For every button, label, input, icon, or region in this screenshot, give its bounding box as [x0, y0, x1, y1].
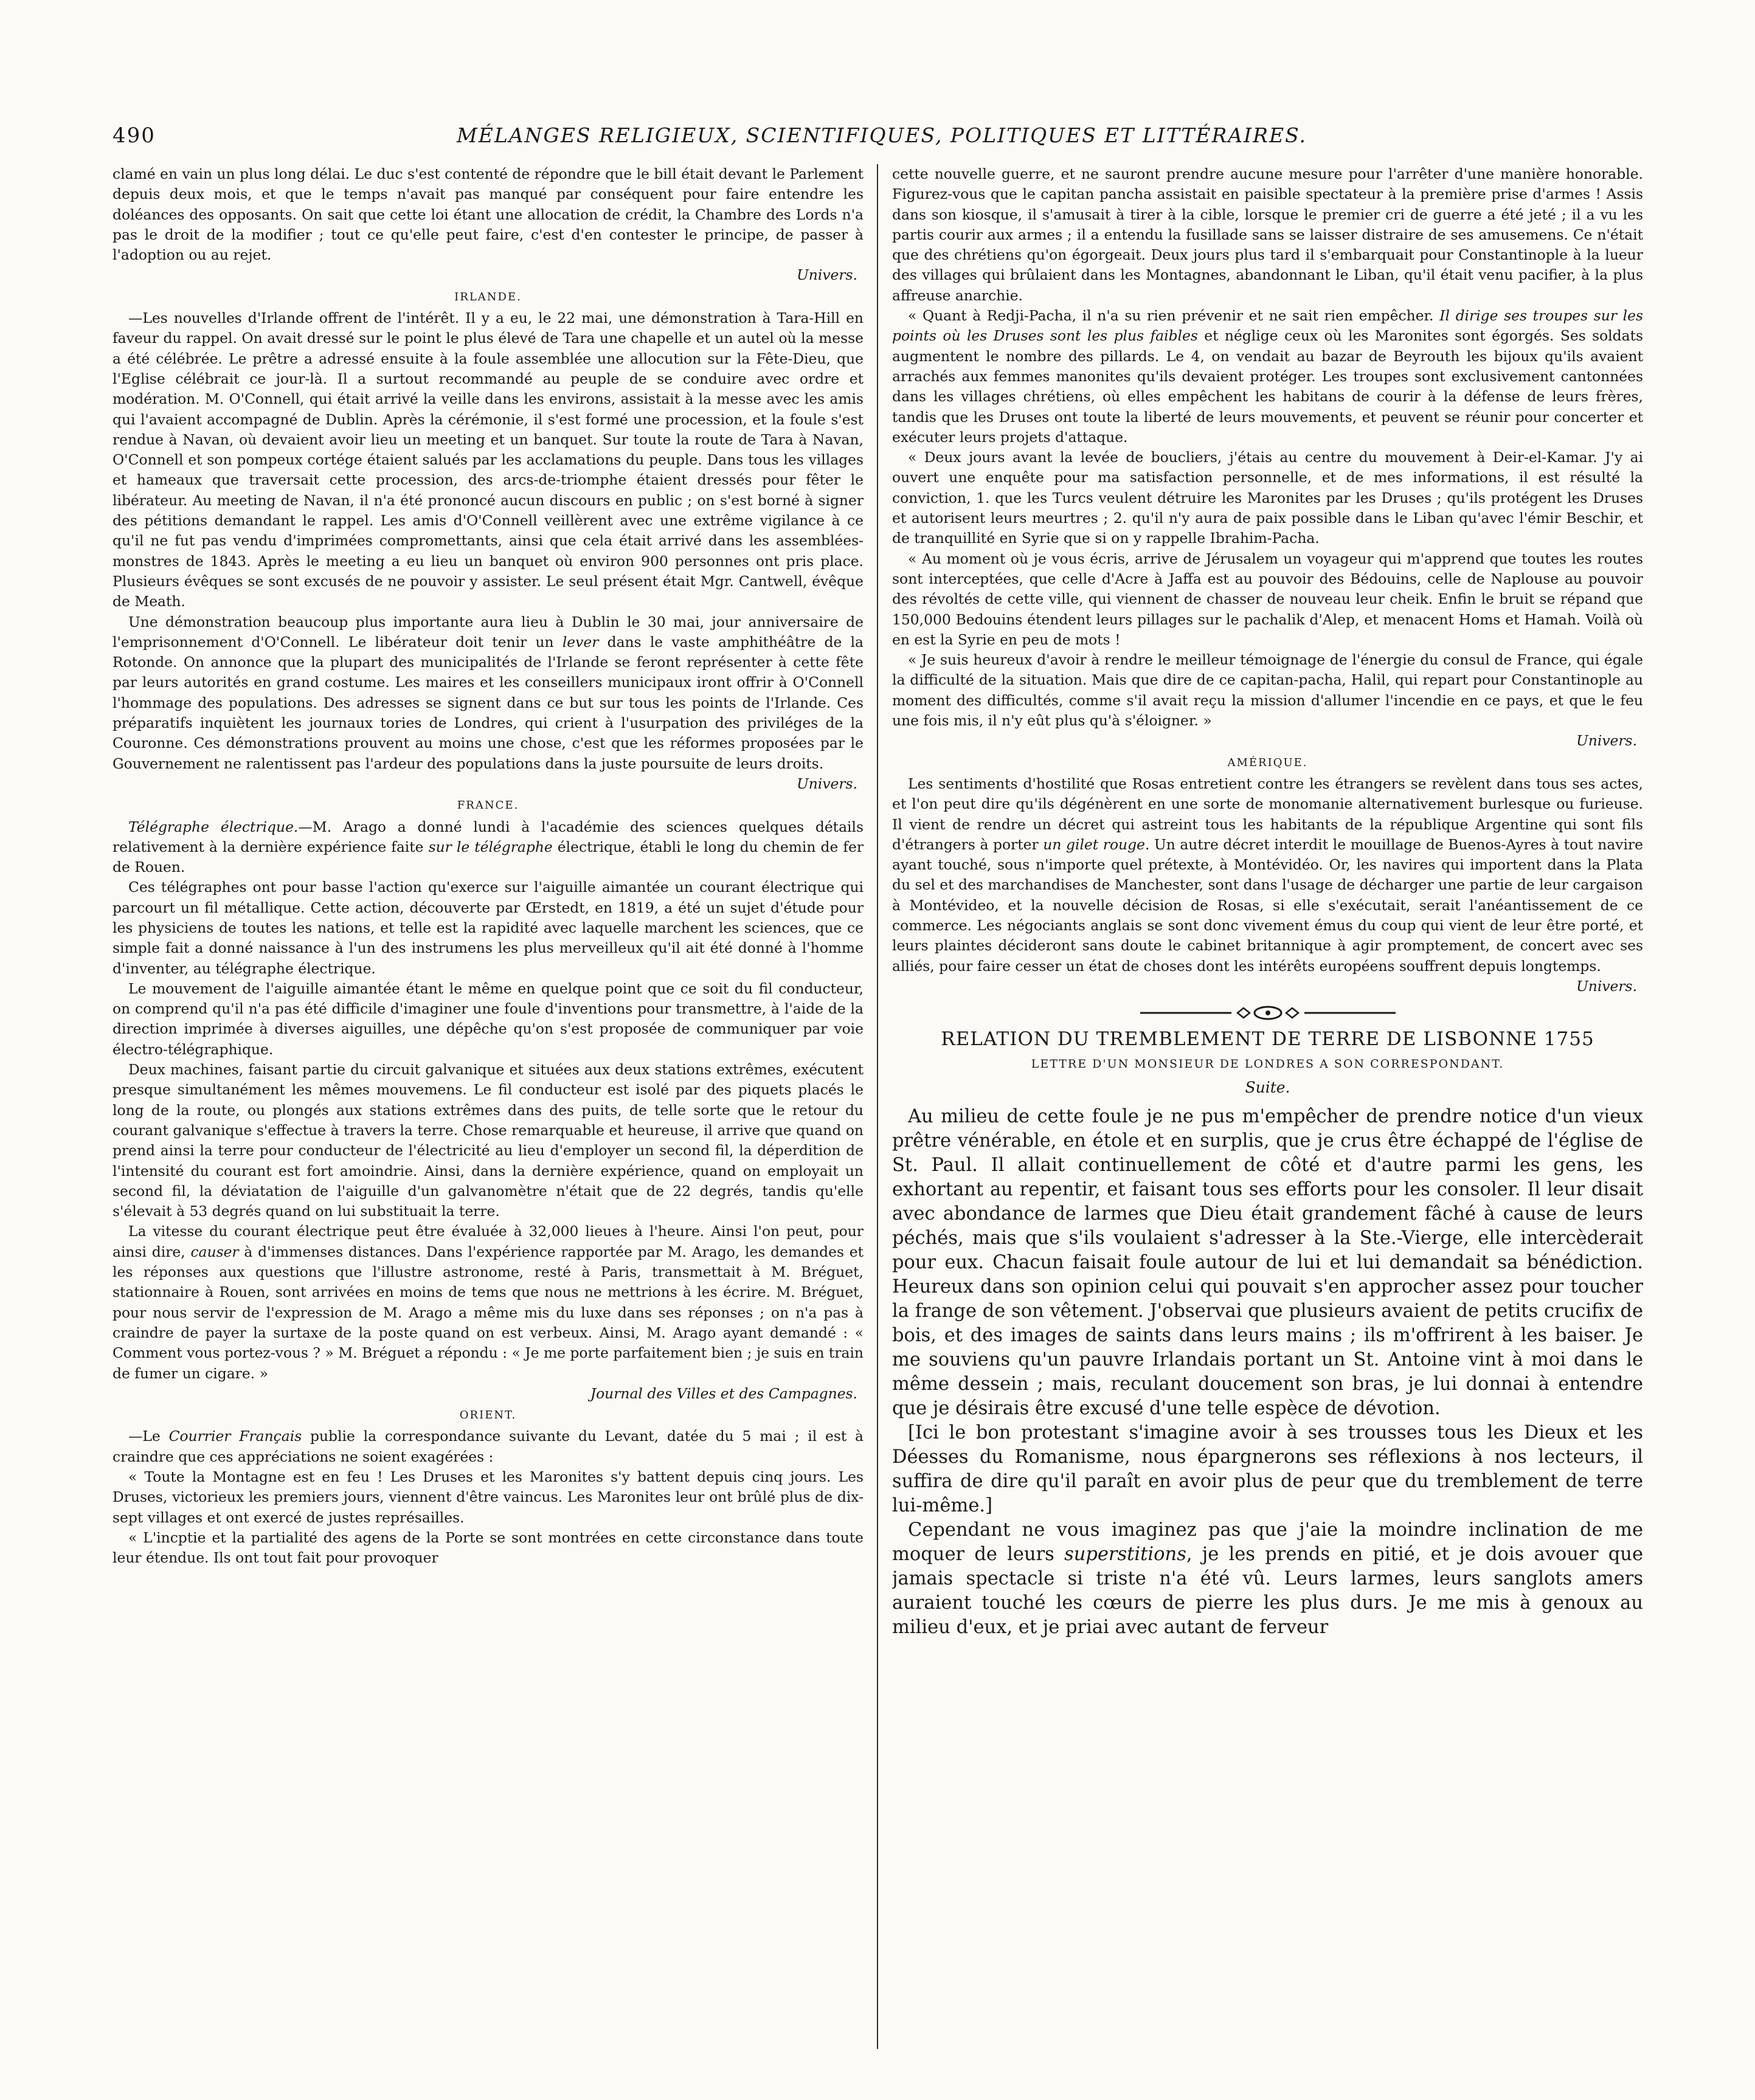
source-credit: Univers.: [797, 775, 857, 792]
ornament-icon: [1140, 1005, 1396, 1021]
left-column: [112, 164, 864, 2049]
article-body: [892, 1105, 1643, 1640]
section-heading-amerique: AMÉRIQUE.: [1227, 756, 1308, 769]
paragraph: Cependant ne vous imaginez pas que j'aie la moindre inclination de me moquer de leurs superstitions, je les prends en pitié, et je dois avouer que jamais spectacle si triste n'a été vû. Leurs larmes, leurs sanglots amers auraient touché les cœurs de pierre les plus durs. Je me mis à genoux au milieu d'eux, et je priai avec autant de ferveur: [892, 1519, 1643, 1639]
paragraph: « L'incptie et la partialité des agens de la Porte se sont montrées en cette circonstance dans toute leur étendue. Ils ont tout fait pour provoquer: [112, 1528, 864, 1567]
article-title: RELATION DU TREMBLEMENT DE TERRE DE LISBONNE 1755: [941, 1028, 1594, 1051]
right-column: [892, 164, 1643, 2049]
paragraph: Les sentiments d'hostilité que Rosas entretient contre les étrangers se revèlent dans tous ses actes, et l'on peut dire qu'ils dégénèrent en une sorte de monomanie alternativement burlesque ou furieuse. Il vient de rendre un décret qui astreint tous les habitants de la république Argentine qui sont fils d'étrangers à porter un gilet rouge. Un autre décret interdit le mouillage de Buenos-Ayres à tout navire ayant touché, sous n'importe quel prétexte, à Montévidéo. Or, les navires qui importent dans la Plata du sel et des marchandises de Manchester, sont dans l'usage de décharger une partie de leur cargaison à Montévideo, et la nouvelle décision de Rosas, si elle s'exécutait, serait l'anéantissement de ce commerce. Les négociants anglais se sont donc vivement émus du coup qui vient de leur être porté, et leurs plaintes décideront sans doute le cabinet britannique à agir promptement, de concert avec ses alliés, pour faire cesser un état de choses dont les intérêts européens souffrent depuis longtemps.: [892, 775, 1643, 975]
paragraph: « Toute la Montagne est en feu ! Les Druses et les Maronites s'y battent depuis cinq jours. Les Druses, victorieux les premiers jours, viennent d'être vaincus. Les Maronites leur ont brûlé plus de dix-sept villages et ont exercé de justes représailles.: [112, 1468, 864, 1526]
source-credit: Univers.: [1576, 977, 1637, 995]
running-head: [112, 119, 1651, 150]
article-continued: Suite.: [1245, 1078, 1290, 1096]
source-credit: Univers.: [797, 266, 857, 284]
paragraph: [Ici le bon protestant s'imagine avoir à ses trousses tous les Dieux et les Déesses du Romanisme, nous épargnerons ses réflexions à nos lecteurs, il suffira de dire qu'il paraît en avoir plus de peur que du tremblement de terre lui-même.]: [892, 1422, 1643, 1517]
source-credit: Univers.: [1576, 732, 1637, 750]
paragraph: —Les nouvelles d'Irlande offrent de l'intérêt. Il y a eu, le 22 mai, une démonstration à Tara-Hill en faveur du rappel. On avait dressé sur le point le plus élevé de Tara une chapelle et un autel où la messe a été célébrée. Le prêtre a adressé ensuite à la foule assemblée une allocution sur la Fête-Dieu, que l'Eglise célébrait ce jour-là. Il a surtout recommandé au peuple de se conduire avec ordre et modération. M. O'Connell, qui était arrivé la veille dans les environs, assistait à la messe avec les amis qui l'avaient accompagné de Dublin. Après la cérémonie, il s'est formé une procession, et la foule s'est rendue à Navan, où devaient avoir lieu un meeting et un banquet. Sur toute la route de Tara à Navan, O'Connell et son pompeux cortége étaient salués par les acclamations du peuple. Dans tous les villages et hameaux que traversait cette procession, des arcs-de-triomphe étaient dressés pour fêter le libérateur. Au meeting de Navan, il n'a été prononcé aucun discours en public ; on s'est borné à signer des pétitions demandant le rappel. Les amis d'O'Connell veillèrent avec une extrême vigilance à ce qu'il ne fut pas vendu d'imprimées compromettants, ainsi que cela était arrivé dans les assemblées-monstres de 1843. Après le meeting a eu lieu un banquet où environ 900 personnes ont pris place. Plusieurs évêques se sont excusés de ne pouvoir y assister. Le seul présent était Mgr. Cantwell, évêque de Meath.: [112, 309, 864, 610]
paragraph: cette nouvelle guerre, et ne sauront prendre aucune mesure pour l'arrêter d'une manière honorable. Figurez-vous que le capitan pancha assistait en paisible spectateur à la première prise d'armes ! Assis dans son kiosque, il s'amusait à tirer à la cible, lorsque le premier cri de guerre a été jeté ; il a vu les partis courir aux armes ; il a entendu la fusillade sans se laisser distraire de ses amusemens. Ce n'était que des chrétiens qu'on égorgeait. Deux jours plus tard il s'embarquait pour Constantinople à la lueur des villages qui brûlaient dans les Montagnes, abandonnant le Liban, qu'il était venu pacifier, à la plus affreuse anarchie.: [892, 165, 1643, 304]
paragraph: Deux machines, faisant partie du circuit galvanique et situées aux deux stations extrêmes, exécutent presque simultanément les mêmes mouvemens. Le fil conducteur est isolé par des piquets placés le long de la route, ou plongés aux stations extrêmes dans des puits, de telle sorte que le retour du courant galvanique s'effectue à travers la terre. Chose remarquable et heureuse, il arrive que quand on prend ainsi la terre pour conducteur de l'électricité au lieu d'employer un second fil, la déperdition de l'intensité du courant est fort amoindrie. Ainsi, dans la dernière expérience, quand on employait un second fil, la déviatation de l'aiguille d'un galvanomètre n'était que de 22 degrés, tandis qu'elle s'élevait à 53 degrés quand on lui substituait la terre.: [112, 1061, 864, 1220]
section-heading-france: FRANCE.: [457, 799, 519, 812]
paragraph: « Je suis heureux d'avoir à rendre le meilleur témoignage de l'énergie du consul de France, qui égale la difficulté de la situation. Mais que dire de ce capitan-pacha, Halil, qui repart pour Constantinople au moment des difficultés, comme s'il avait reçu la mission d'allumer l'incendie en ce pays, et que le feu une fois mis, il n'y eût plus qu'à s'éloigner. »: [892, 651, 1643, 730]
section-heading-irlande: IRLANDE.: [454, 290, 522, 303]
paragraph: « Au moment où je vous écris, arrive de Jérusalem un voyageur qui m'apprend que toutes les routes sont interceptées, que celle d'Acre à Jaffa est au pouvoir des Bédouins, celle de Naplouse au pouvoir des révoltés de cette ville, qui viennent de chasser de nouveau leur cheik. Enfin le bruit se répand que 150,000 Bedouins étendent leurs pillages sur le pachalik d'Alep, et menacent Homs et Hamah. Voilà où en est la Syrie en peu de mots !: [892, 550, 1643, 648]
paragraph: Au milieu de cette foule je ne pus m'empêcher de prendre notice d'un vieux prêtre vénérable, en étole et en surplis, que je crus être échappé de l'église de St. Paul. Il allait continuellement de côté et d'autre parmi les gens, les exhortant au repentir, et faisant tous ses efforts pour les consoler. Il leur disait avec abondance de larmes que Dieu était grandement fâché à cause de leurs péchés, mais que s'ils voulaient s'adresser à la Ste.-Vierge, elle intercèderait pour eux. Chacun faisait foule autour de lui et lui demandait sa bénédiction. Heureux dans son opinion celui qui pouvait s'en approcher assez pour toucher la frange de son vêtement. J'observai que plusieurs avaient de petits crucifix de bois, et des images de saints dans leurs mains ; ils m'offrirent à les baiser. Je me souviens qu'un pauvre Irlandais portant un St. Antoine vint à moi dans le même dessein ; mais, reculant doucement son bras, je lui donnai à entendre que je désirais être excusé d'une telle espèce de dévotion.: [892, 1106, 1643, 1420]
source-credit: Journal des Villes et des Campagnes.: [590, 1384, 857, 1402]
newspaper-page: [112, 119, 1651, 2052]
article-subtitle: LETTRE D'UN MONSIEUR DE LONDRES A SON CORRESPONDANT.: [1031, 1057, 1504, 1071]
ornament-divider: [892, 1005, 1643, 1023]
page-number: 490: [112, 123, 156, 148]
paragraph: —Le Courrier Français publie la correspondance suivante du Levant, datée du 5 mai ; il est à craindre que ces appréciations ne soient exagérées :: [112, 1428, 864, 1465]
paragraph: « Deux jours avant la levée de boucliers, j'étais au centre du mouvement à Deir-el-Kamar. J'y ai ouvert une enquête pour ma satisfaction personnelle, et de mes informations, il est résulté la conviction, 1. que les Turcs veulent détruire les Maronites par les Druses ; qu'ils protégent les Druses et autorisent leurs meurtres ; 2. qu'il n'y aura de paix possible dans le Liban qu'avec l'émir Beschir, et de tranquillité en Syrie que si on y rappelle Ibrahim-Pacha.: [892, 449, 1643, 547]
columns: [112, 164, 1651, 2049]
running-title: MÉLANGES RELIGIEUX, SCIENTIFIQUES, POLITIQUES ET LITTÉRAIRES.: [456, 123, 1307, 147]
paragraph: Ces télégraphes ont pour basse l'action qu'exerce sur l'aiguille aimantée un courant électrique qui parcourt un fil métallique. Cette action, découverte par Œrstedt, en 1819, a été un sujet d'étude pour les physiciens de toutes les nations, et telle est la rapidité avec laquelle marchent les sciences, que ce simple fait a donné naissance à l'un des instrumens les plus merveilleux qu'il ait été donné à l'homme d'inventer, au télégraphe électrique.: [112, 879, 864, 977]
paragraph: clamé en vain un plus long délai. Le duc s'est contenté de répondre que le bill était devant le Parlement depuis deux mois, et que le temps n'avait pas manqué par conséquent pour faire entendre les doléances des opposants. On sait que cette loi étant une allocation de crédit, la Chambre des Lords n'a pas le droit de la modifier ; tout ce qu'elle peut faire, c'est d'en contester le principe, de passer à l'adoption ou au rejet.: [112, 165, 864, 264]
column-rule: [877, 164, 878, 2049]
section-heading-orient: ORIENT.: [459, 1409, 517, 1422]
paragraph: Une démonstration beaucoup plus importante aura lieu à Dublin le 30 mai, jour anniversaire de l'emprisonnement d'O'Connell. Le libérateur doit tenir un lever dans le vaste amphithéâtre de la Rotonde. On annonce que la plupart des municipalités de l'Irlande se feront représenter à cette fête par leurs autorités en grand costume. Les maires et les conseillers municipaux iront offrir à O'Connell l'hommage des populations. Des adresses se signent dans ce but sur tous les points de l'Irlande. Ces préparatifs inquiètent les journaux tories de Londres, qui crient à l'usurpation des priviléges de la Couronne. Ces démonstrations prouvent au moins une chose, c'est que les réformes proposées par le Gouvernement ne ralentissent pas l'ardeur des populations dans la juste poursuite de leurs droits.: [112, 613, 864, 772]
paragraph: Télégraphe électrique.—M. Arago a donné lundi à l'académie des sciences quelques détails relativement à la dernière expérience faite sur le télégraphe électrique, établi le long du chemin de fer de Rouen.: [112, 818, 864, 876]
paragraph: Le mouvement de l'aiguille aimantée étant le même en quelque point que ce soit du fil conducteur, on comprend qu'il n'a pas été difficile d'imaginer une foule d'inventions pour transmettre, à l'aide de la direction imprimée à diverses aiguilles, une dépêche qu'on s'est proposée de communiquer par voie électro-télégraphique.: [112, 979, 864, 1058]
paragraph: « Quant à Redji-Pacha, il n'a su rien prévenir et ne sait rien empêcher. Il dirige ses troupes sur les points où les Druses sont les plus faibles et néglige ceux où les Maronites sont égorgés. Ses soldats augmentent le nombre des pillards. Le 4, on vendait au bazar de Beyrouth les bijoux qu'ils avaient arrachés aux femmes manonites qu'ils devaient protéger. Les troupes sont exclusivement cantonnées dans les villages chrétiens, où elles empêchent les habitans de courir à la défense de leurs frères, tandis que les Druses ont toute la liberté de leurs mouvements, et peuvent se réunir pour concerter et exécuter leurs projets d'attaque.: [892, 307, 1643, 446]
paragraph: La vitesse du courant électrique peut être évaluée à 32,000 lieues à l'heure. Ainsi l'on peut, pour ainsi dire, causer à d'immenses distances. Dans l'expérience rapportée par M. Arago, les demandes et les réponses aux questions que l'illustre astronome, resté à Paris, transmettait à M. Bréguet, stationnaire à Rouen, sont arrivées en moins de tems que nous ne mettrions à les écrire. M. Bréguet, pour nous servir de l'expression de M. Arago a même mis du luxe dans ses réponses ; on n'a pas à craindre de payer la surtaxe de la poste quand on est verbeux. Ainsi, M. Arago ayant demandé : « Comment vous portez-vous ? » M. Bréguet a répondu : « Je me porte parfaitement bien ; je suis en train de fumer un cigare. »: [112, 1223, 864, 1382]
